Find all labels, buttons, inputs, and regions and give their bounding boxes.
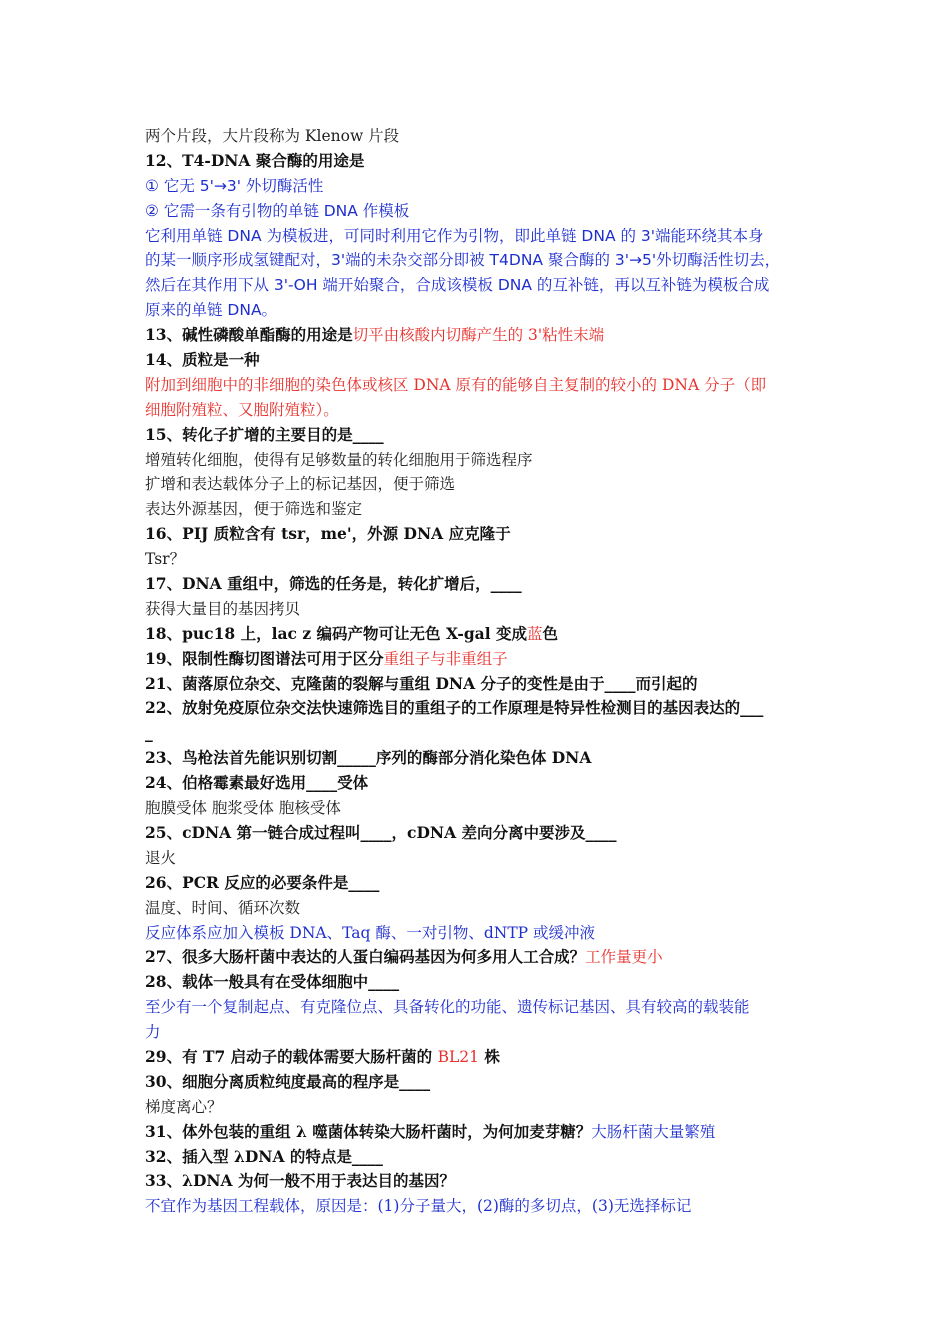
answer-line bbox=[145, 472, 825, 497]
text-segment: 梯度离心？ bbox=[145, 1097, 223, 1116]
blue-text: 的某一顺序形成氢键配对，3'端的未杂交部分即被 T4DNA 聚合酶的 3'→5'外切酶活性切去， bbox=[145, 251, 781, 270]
answer-line bbox=[145, 1020, 825, 1045]
question-line bbox=[145, 1045, 825, 1070]
text-segment: 两个片段，大片段称为 Klenow 片段 bbox=[145, 127, 400, 145]
answer-line bbox=[145, 846, 825, 871]
question-line bbox=[145, 672, 825, 697]
question-line bbox=[145, 348, 825, 373]
answer-line bbox=[145, 796, 825, 821]
text-segment: 31、体外包装的重组 λ 噬菌体转染大肠杆菌时，为何加麦芽糖？ bbox=[145, 1121, 592, 1141]
question-line bbox=[145, 1070, 825, 1095]
red-text: 细胞附殖粒、又胞附殖粒）。 bbox=[145, 400, 339, 419]
question-line bbox=[145, 821, 825, 846]
red-text: BL21 bbox=[437, 1047, 480, 1066]
text-segment: 32、插入型 λDNA 的特点是____ bbox=[145, 1146, 383, 1166]
text-segment: 30、细胞分离质粒纯度最高的程序是____ bbox=[145, 1071, 431, 1091]
answer-line bbox=[145, 547, 825, 572]
blue-text: 原来的单链 DNA。 bbox=[145, 301, 278, 320]
text-segment: 24、伯格霉素最好选用____受体 bbox=[145, 773, 369, 793]
blue-text: ① 它无 5'→3' 外切酶活性 bbox=[145, 176, 324, 195]
answer-line bbox=[145, 1194, 825, 1219]
text-segment: 17、DNA 重组中，筛选的任务是，转化扩增后，____ bbox=[145, 574, 522, 594]
question-line bbox=[145, 746, 825, 771]
text-segment: 33、λDNA 为何一般不用于表达目的基因？ bbox=[145, 1171, 455, 1191]
question-line bbox=[145, 771, 825, 796]
answer-line bbox=[145, 224, 825, 249]
question-line bbox=[145, 1169, 825, 1194]
text-segment: 色 bbox=[542, 623, 559, 643]
blue-text: 然后在其作用下从 3'-OH 端开始聚合，合成该模板 DNA 的互补链，再以互补链为模板合成 bbox=[145, 276, 770, 295]
red-text: 重组子与非重组子 bbox=[383, 649, 508, 668]
answer-line bbox=[145, 398, 825, 423]
question-line bbox=[145, 970, 825, 995]
text-segment: 株 bbox=[479, 1046, 500, 1066]
question-line bbox=[145, 721, 825, 746]
answer-line bbox=[145, 921, 825, 946]
text-segment: 25、cDNA 第一链合成过程叫____，cDNA 差向分离中要涉及____ bbox=[145, 822, 617, 842]
question-line bbox=[145, 1145, 825, 1170]
text-segment: 13、碱性磷酸单酯酶的用途是 bbox=[145, 325, 353, 345]
text-segment: 16、PIJ 质粒含有 tsr，me'，外源 DNA 应克隆于 bbox=[145, 524, 511, 544]
blue-text: 不宜作为基因工程载体，原因是：(1)分子量大，(2)酶的多切点，(3)无选择标记 bbox=[145, 1197, 692, 1216]
question-line bbox=[145, 572, 825, 597]
text-segment: 26、PCR 反应的必要条件是____ bbox=[145, 872, 380, 892]
blue-text: 至少有一个复制起点、有克隆位点、具备转化的功能、遗传标记基因、具有较高的载装能 bbox=[145, 998, 750, 1017]
question-line bbox=[145, 323, 825, 348]
text-segment: 温度、时间、循环次数 bbox=[145, 898, 301, 917]
answer-line bbox=[145, 497, 825, 522]
question-line bbox=[145, 149, 825, 174]
red-text: 附加到细胞中的非细胞的染色体或核区 DNA 原有的能够自主复制的较小的 DNA 分子（即 bbox=[145, 375, 767, 394]
question-line bbox=[145, 522, 825, 547]
text-segment: 表达外源基因，便于筛选和鉴定 bbox=[145, 500, 363, 519]
red-text: 蓝 bbox=[527, 624, 543, 643]
text-segment: 19、限制性酶切图谱法可用于区分 bbox=[145, 648, 384, 668]
text-segment: Tsr？ bbox=[145, 550, 186, 569]
answer-line bbox=[145, 448, 825, 473]
question-line bbox=[145, 945, 825, 970]
answer-line bbox=[145, 174, 825, 199]
answer-line bbox=[145, 124, 825, 149]
answer-line bbox=[145, 199, 825, 224]
answer-line bbox=[145, 373, 825, 398]
document-body bbox=[145, 124, 825, 1219]
text-segment: 29、有 T7 启动子的载体需要大肠杆菌的 bbox=[145, 1046, 438, 1066]
text-segment: 12、T4-DNA 聚合酶的用途是 bbox=[145, 150, 365, 170]
text-segment: 15、转化子扩增的主要目的是____ bbox=[145, 424, 384, 444]
question-line bbox=[145, 871, 825, 896]
red-text: 工作量更小 bbox=[585, 948, 663, 967]
text-segment: 增殖转化细胞，使得有足够数量的转化细胞用于筛选程序 bbox=[145, 450, 533, 469]
answer-line bbox=[145, 248, 825, 273]
text-segment: _ bbox=[145, 723, 153, 743]
question-line bbox=[145, 1120, 825, 1145]
text-segment: 21、菌落原位杂交、克隆菌的裂解与重组 DNA 分子的变性是由于____而引起的 bbox=[145, 673, 698, 693]
question-line bbox=[145, 647, 825, 672]
answer-line bbox=[145, 298, 825, 323]
text-segment: 扩增和表达载体分子上的标记基因，便于筛选 bbox=[145, 475, 456, 494]
answer-line bbox=[145, 597, 825, 622]
answer-line bbox=[145, 995, 825, 1020]
answer-line bbox=[145, 896, 825, 921]
text-segment: 18、puc18 上，lac z 编码产物可让无色 X-gal 变成 bbox=[145, 623, 528, 643]
blue-text: 反应体系应加入模板 DNA、Taq 酶、一对引物、dNTP 或缓冲液 bbox=[145, 923, 596, 942]
question-line bbox=[145, 622, 825, 647]
text-segment: 胞膜受体 胞浆受体 胞核受体 bbox=[145, 799, 341, 818]
blue-text: 大肠杆菌大量繁殖 bbox=[591, 1122, 716, 1141]
answer-line bbox=[145, 273, 825, 298]
question-line bbox=[145, 696, 825, 721]
blue-text: ② 它需一条有引物的单链 DNA 作模板 bbox=[145, 201, 410, 220]
text-segment: 14、质粒是一种 bbox=[145, 350, 260, 370]
text-segment: 退火 bbox=[145, 848, 177, 867]
text-segment: 获得大量目的基因拷贝 bbox=[145, 599, 301, 618]
question-line bbox=[145, 423, 825, 448]
red-text: 切平由核酸内切酶产生的 3'粘性末端 bbox=[352, 326, 605, 345]
text-segment: 23、鸟枪法首先能识别切割_____序列的酶部分消化染色体 DNA bbox=[145, 748, 592, 768]
answer-line bbox=[145, 1095, 825, 1120]
blue-text: 它利用单链 DNA 为模板进，可同时利用它作为引物，即此单链 DNA 的 3'端能环绕其本身 bbox=[145, 226, 764, 245]
blue-text: 力 bbox=[145, 1023, 161, 1042]
text-segment: 28、载体一般具有在受体细胞中____ bbox=[145, 972, 400, 992]
text-segment: 22、放射免疫原位杂交法快速筛选目的重组子的工作原理是特异性检测目的基因表达的___ bbox=[145, 698, 764, 718]
text-segment: 27、很多大肠杆菌中表达的人蛋白编码基因为何多用人工合成？ bbox=[145, 947, 586, 967]
